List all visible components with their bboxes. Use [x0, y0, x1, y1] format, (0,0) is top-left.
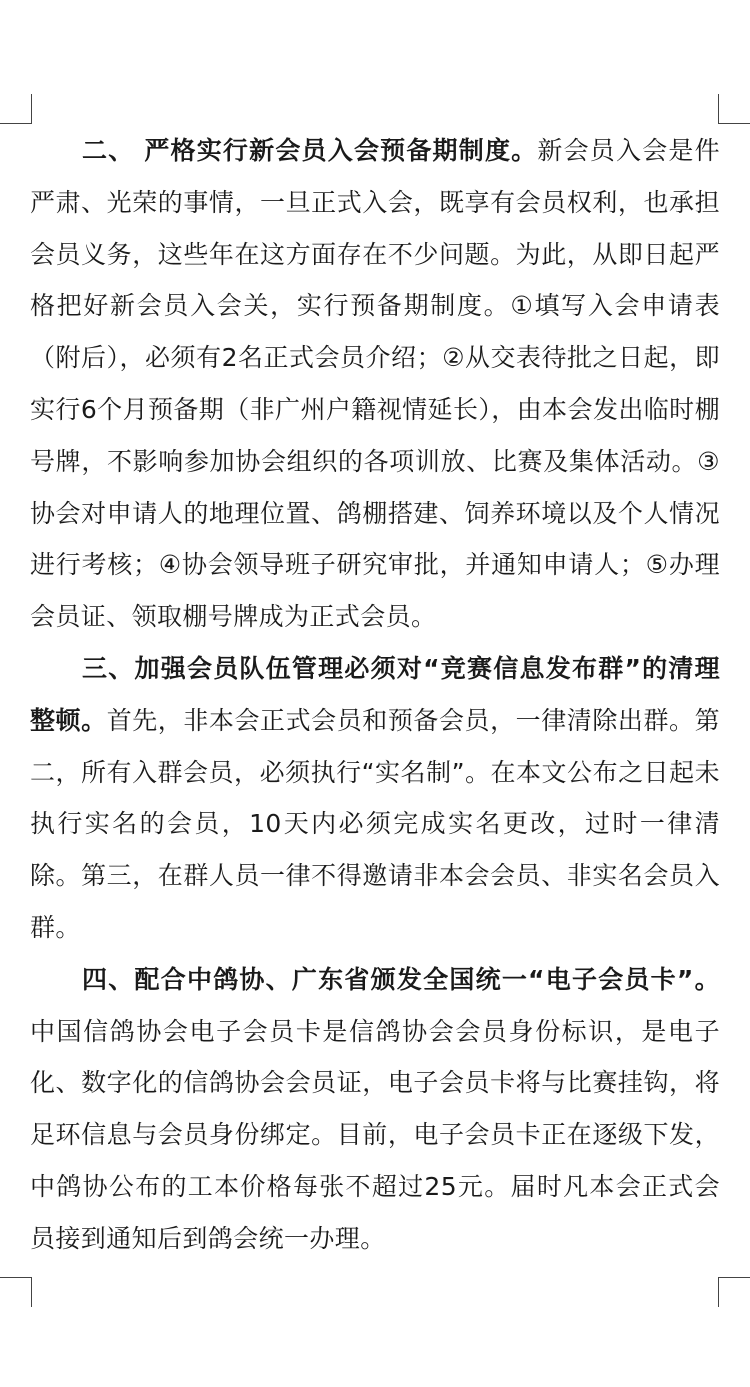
section-text: 中国信鸽协会电子会员卡是信鸽协会会员身份标识，是电子化、数字化的信鸽协会会员证，电子会员卡将与比赛挂钩，将足环信息与会员身份绑定。目前，电子会员卡正在逐级下发，中鸽协公布的工本价格每张不超过25元。届时凡本会正式会员接到通知后到鸽会统一办理。	[30, 1016, 720, 1253]
section-text: 新会员入会是件严肃、光荣的事情，一旦正式入会，既享有会员权利，也承担会员义务，这些年在这方面存在不少问题。为此，从即日起严格把好新会员入会关，实行预备期制度。①填写入会申请表（附后），必须有2名正式会员介绍；②从交表待批之日起，即实行6个月预备期（非广州户籍视情延长），由本会发出临时棚号牌，不影响参加协会组织的各项训放、比赛及集体活动。③协会对申请人的地理位置、鸽棚搭建、饲养环境以及个人情况进行考核；④协会领导班子研究审批，并通知申请人；⑤办理会员证、领取棚号牌成为正式会员。	[30, 136, 720, 632]
section-heading: 二、 严格实行新会员入会预备期制度。	[82, 136, 538, 165]
document-body	[30, 125, 720, 1265]
section-paragraph-3	[30, 643, 720, 954]
section-heading: 四、配合中鸽协、广东省颁发全国统一“电子会员卡”。	[82, 964, 720, 994]
section-heading: 三、加强会员队伍管理必须对“竞赛信息发布群”的清理整顿。	[30, 653, 720, 735]
section-paragraph-2	[30, 125, 720, 643]
section-text: 首先，非本会正式会员和预备会员，一律清除出群。第二，所有入群会员，必须执行“实名制”。在本文公布之日起未执行实名的会员，10天内必须完成实名更改，过时一律清除。第三，在群人员一律不得邀请非本会会员、非实名会员入群。	[30, 705, 720, 942]
section-paragraph-4	[30, 954, 720, 1265]
